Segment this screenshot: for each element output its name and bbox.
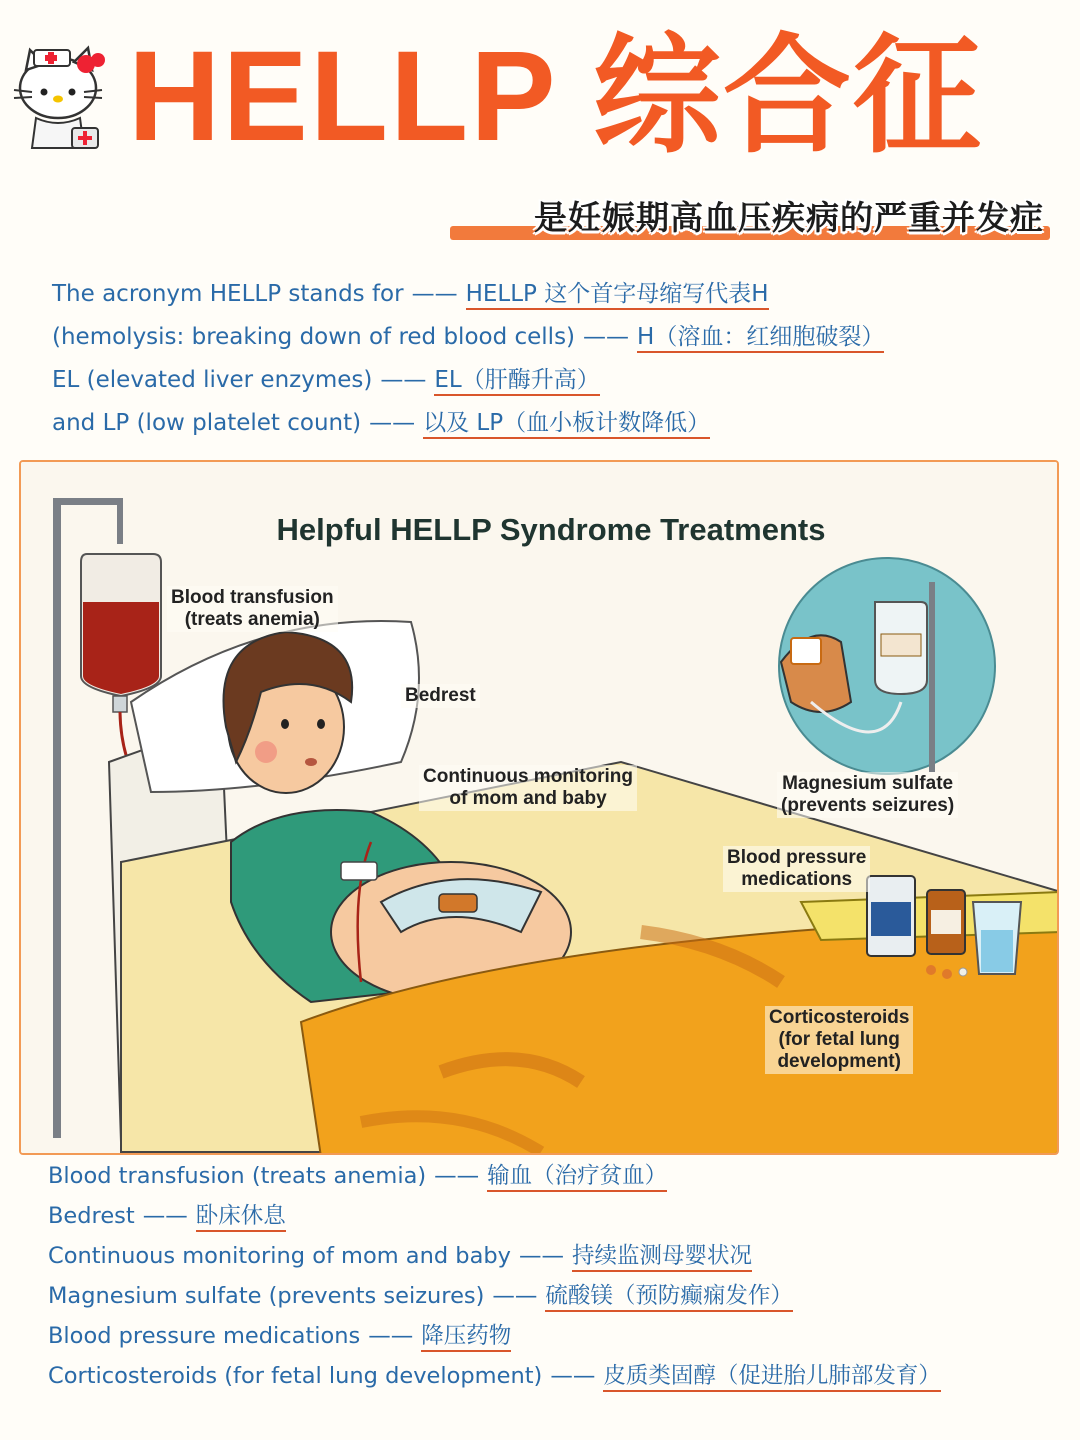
treatment-line: Blood pressure medications —— 降压药物 xyxy=(48,1318,511,1354)
label-magnesium-sulfate: Magnesium sulfate (prevents seizures) xyxy=(777,772,958,818)
intro-line: The acronym HELLP stands for —— HELLP 这个首字母缩写代表H xyxy=(52,276,769,312)
label-blood-transfusion: Blood transfusion (treats anemia) xyxy=(167,586,338,632)
illustration-title: Helpful HELLP Syndrome Treatments xyxy=(276,512,826,547)
treatment-line: Bedrest —— 卧床休息 xyxy=(48,1198,286,1234)
label-continuous-monitoring: Continuous monitoring of mom and baby xyxy=(419,765,637,811)
label-blood-pressure-medications: Blood pressure medications xyxy=(723,846,870,892)
label-corticosteroids: Corticosteroids (for fetal lung development) xyxy=(765,1006,913,1074)
treatment-illustration xyxy=(19,460,1059,1155)
treatment-line: Continuous monitoring of mom and baby —— 持续监测母婴状况 xyxy=(48,1238,752,1274)
nurse-cat-mascot-icon xyxy=(8,36,108,156)
intro-line: and LP (low platelet count) —— 以及 LP（血小板计数降低） xyxy=(52,405,710,441)
page-title: HELLP 综合征 xyxy=(128,25,983,168)
treatment-line: Corticosteroids (for fetal lung development) —— 皮质类固醇（促进胎儿肺部发育） xyxy=(48,1358,941,1394)
treatment-line: Magnesium sulfate (prevents seizures) —— 硫酸镁（预防癫痫发作） xyxy=(48,1278,793,1314)
label-bedrest: Bedrest xyxy=(401,684,480,708)
page-subtitle: 是妊娠期高血压疾病的严重并发症 xyxy=(534,198,1044,237)
treatment-line: Blood transfusion (treats anemia) —— 输血（治疗贫血） xyxy=(48,1158,667,1194)
intro-line: EL (elevated liver enzymes) —— EL（肝酶升高） xyxy=(52,362,600,398)
intro-line: (hemolysis: breaking down of red blood cells) —— H（溶血：红细胞破裂） xyxy=(52,319,884,355)
